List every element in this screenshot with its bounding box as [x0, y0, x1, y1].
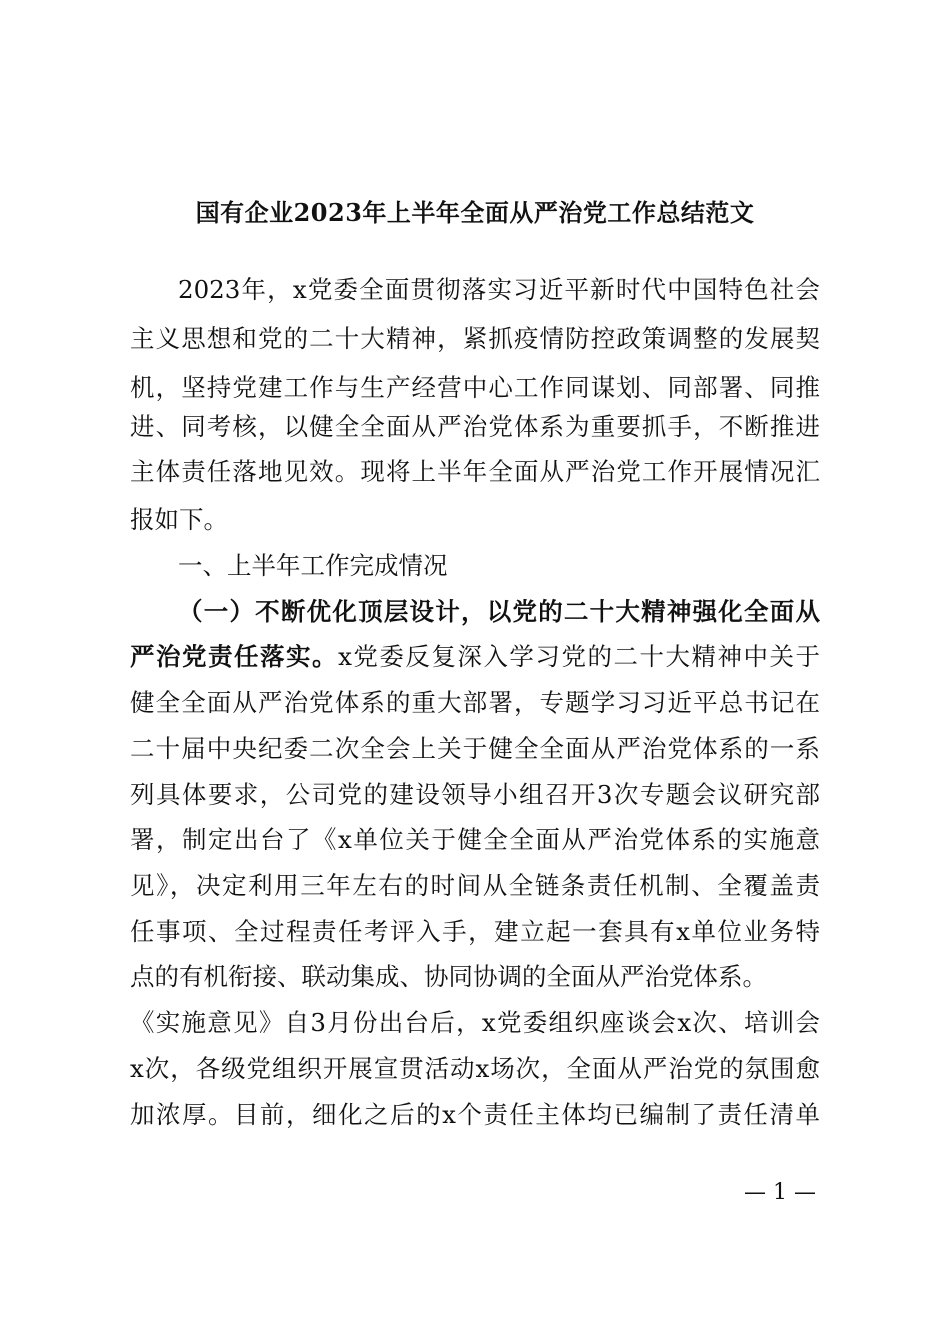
page-number: — 1 —	[744, 1180, 816, 1205]
subsection-heading-tail: 严治党责任落实。	[130, 642, 339, 671]
intro-line: 主义思想和党的二十大精神，紧抓疫情防控政策调整的发展契	[130, 324, 820, 353]
intro-line: 主体责任落地见效。现将上半年全面从严治党工作开展情况汇	[130, 457, 820, 486]
body-line: 点的有机衔接、联动集成、协同协调的全面从严治党体系。	[130, 962, 767, 991]
body-line: 加浓厚。目前，细化之后的x个责任主体均已编制了责任清单	[130, 1100, 820, 1129]
intro-line: 机，坚持党建工作与生产经营中心工作同谋划、同部署、同推	[130, 373, 820, 402]
intro-line: 2023年，x党委全面贯彻落实习近平新时代中国特色社会	[178, 275, 820, 304]
intro-line: 报如下。	[130, 505, 228, 534]
subsection-heading: （一）不断优化顶层设计，以党的二十大精神强化全面从	[178, 597, 820, 626]
body-line: 健全全面从严治党体系的重大部署，专题学习习近平总书记在	[130, 688, 820, 717]
body-line: x次，各级党组织开展宣贯活动x场次，全面从严治党的氛围愈	[130, 1054, 820, 1083]
section-heading: 一、上半年工作完成情况	[178, 551, 448, 580]
intro-line: 进、同考核，以健全全面从严治党体系为重要抓手，不断推进	[130, 412, 820, 441]
body-line: 见》，决定利用三年左右的时间从全链条责任机制、全覆盖责	[130, 871, 820, 900]
body-line: 列具体要求，公司党的建设领导小组召开3次专题会议研究部	[130, 780, 820, 809]
body-line: 《实施意见》自3月份出台后，x党委组织座谈会x次、培训会	[130, 1008, 820, 1037]
document-title: 国有企业2023年上半年全面从严治党工作总结范文	[195, 198, 755, 227]
body-text: x党委反复深入学习党的二十大精神中关于	[338, 642, 820, 671]
body-line: 任事项、全过程责任考评入手，建立起一套具有x单位业务特	[130, 917, 820, 946]
body-line-mixed	[130, 637, 820, 677]
body-line: 二十届中央纪委二次全会上关于健全全面从严治党体系的一系	[130, 734, 820, 763]
body-line: 署，制定出台了《x单位关于健全全面从严治党体系的实施意	[130, 825, 820, 854]
